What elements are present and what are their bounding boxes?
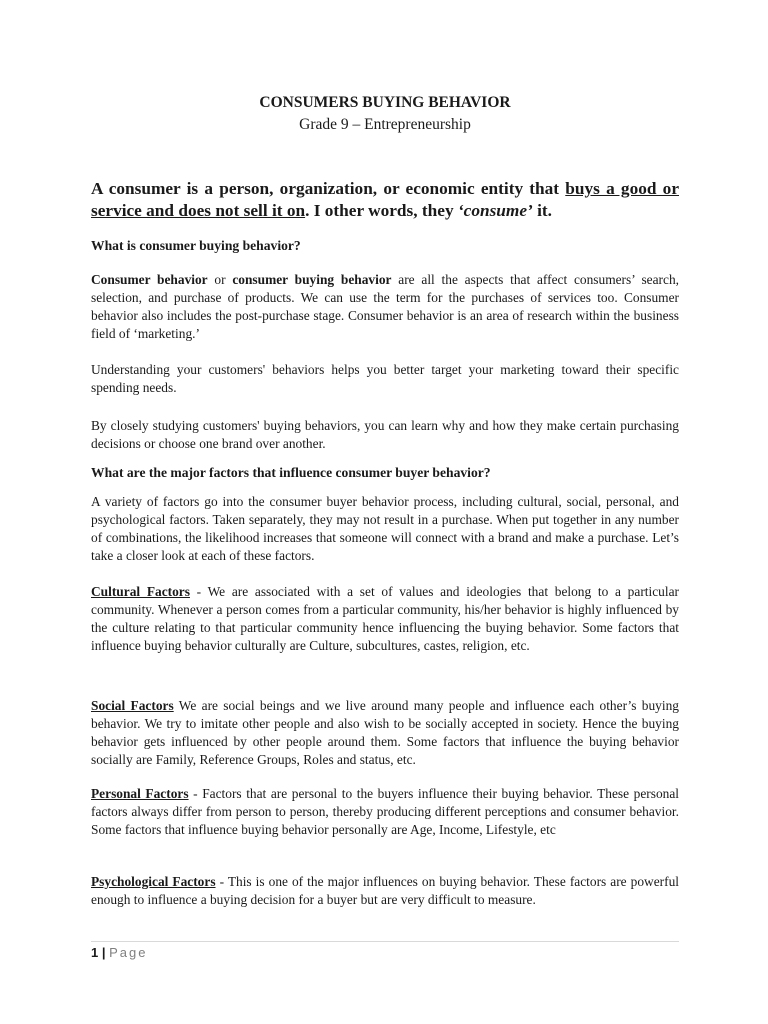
lead-underlined-text: buys a good or service and does not sell it on [91, 179, 679, 220]
paragraph-studying: By closely studying customers' buying behaviors, you can learn why and how they make certain purchasing decisions or choose one brand over another. [91, 418, 679, 451]
footer-divider [91, 941, 679, 942]
page-number: 1 [91, 945, 99, 960]
question-heading-2: What are the major factors that influence consumer buyer behavior? [91, 465, 491, 480]
section-cultural-factors [91, 583, 679, 655]
psychological-factors-heading: Psychological Factors [91, 874, 216, 889]
document-title: CONSUMERS BUYING BEHAVIOR [259, 94, 511, 111]
paragraph-factors-overview: A variety of factors go into the consumer buyer behavior process, including cultural, social, personal, and psychological factors. Taken separately, they may not result in a purchase. When put together in any number of combinations, the likelihood increases that someone will connect with a brand and make a purchase. Let’s take a closer look at each of these factors. [91, 494, 679, 563]
lead-text-3: it. [532, 201, 552, 220]
footer-separator: | [98, 945, 110, 960]
page-label: Page [109, 945, 148, 960]
lead-text-1: A consumer is a person, organization, or economic entity that [91, 179, 566, 198]
lead-paragraph [91, 178, 679, 222]
social-factors-text: We are social beings and we live around many people and influence each other’s buying behavior. We try to imitate other people and also wish to be socially accepted in society. Hence the buying behavior gets influenced by other people around them. Some factors that influence the buying behavior socially are Family, Reference Groups, Roles and status, etc. [91, 698, 679, 767]
lead-text-2: . I other words, they [305, 201, 458, 220]
section-psychological-factors [91, 873, 679, 909]
question-heading-1: What is consumer buying behavior? [91, 238, 301, 253]
paragraph-consumer-behavior [91, 271, 679, 343]
lead-italic-text: ‘consume’ [457, 201, 533, 220]
connector-text: or [207, 272, 233, 287]
paragraph-body-text: are all the aspects that affect consumers’ search, selection, and purchase of products. We can use the term for the purchases of services too. Consumer behavior also includes the post-purchase stage. Consumer behavior is an area of research within the business field of ‘marketing.’ [91, 272, 680, 341]
personal-factors-text: - Factors that are personal to the buyers influence their buying behavior. These personal factors always differ from person to person, thereby producing different perceptions and consumer behavior. Some factors that influence buying behavior personally are Age, Income, Lifestyle, etc [91, 786, 679, 837]
cultural-factors-text: - We are associated with a set of values and ideologies that belong to a particular community. Whenever a person comes from a particular community, his/her behavior is highly influenced by the culture relating to that particular community hence influencing the buying behavior. Some factors that influence buying behavior culturally are Culture, subcultures, castes, religion, etc. [91, 584, 679, 653]
social-factors-heading: Social Factors [91, 698, 174, 713]
psychological-factors-text: - This is one of the major influences on buying behavior. These factors are powerful enough to influence a buying decision for a buyer but are very difficult to measure. [91, 874, 679, 907]
paragraph-understanding: Understanding your customers' behaviors helps you better target your marketing toward their specific spending needs. [91, 362, 679, 395]
section-social-factors [91, 697, 679, 769]
page-footer [91, 945, 147, 960]
document-page [91, 0, 679, 1024]
document-subtitle: Grade 9 – Entrepreneurship [299, 116, 471, 133]
bold-term-consumer-behavior: Consumer behavior [91, 272, 208, 287]
cultural-factors-heading: Cultural Factors [91, 584, 190, 599]
personal-factors-heading: Personal Factors [91, 786, 189, 801]
bold-term-consumer-buying-behavior: consumer buying behavior [232, 272, 392, 287]
section-personal-factors [91, 785, 679, 839]
